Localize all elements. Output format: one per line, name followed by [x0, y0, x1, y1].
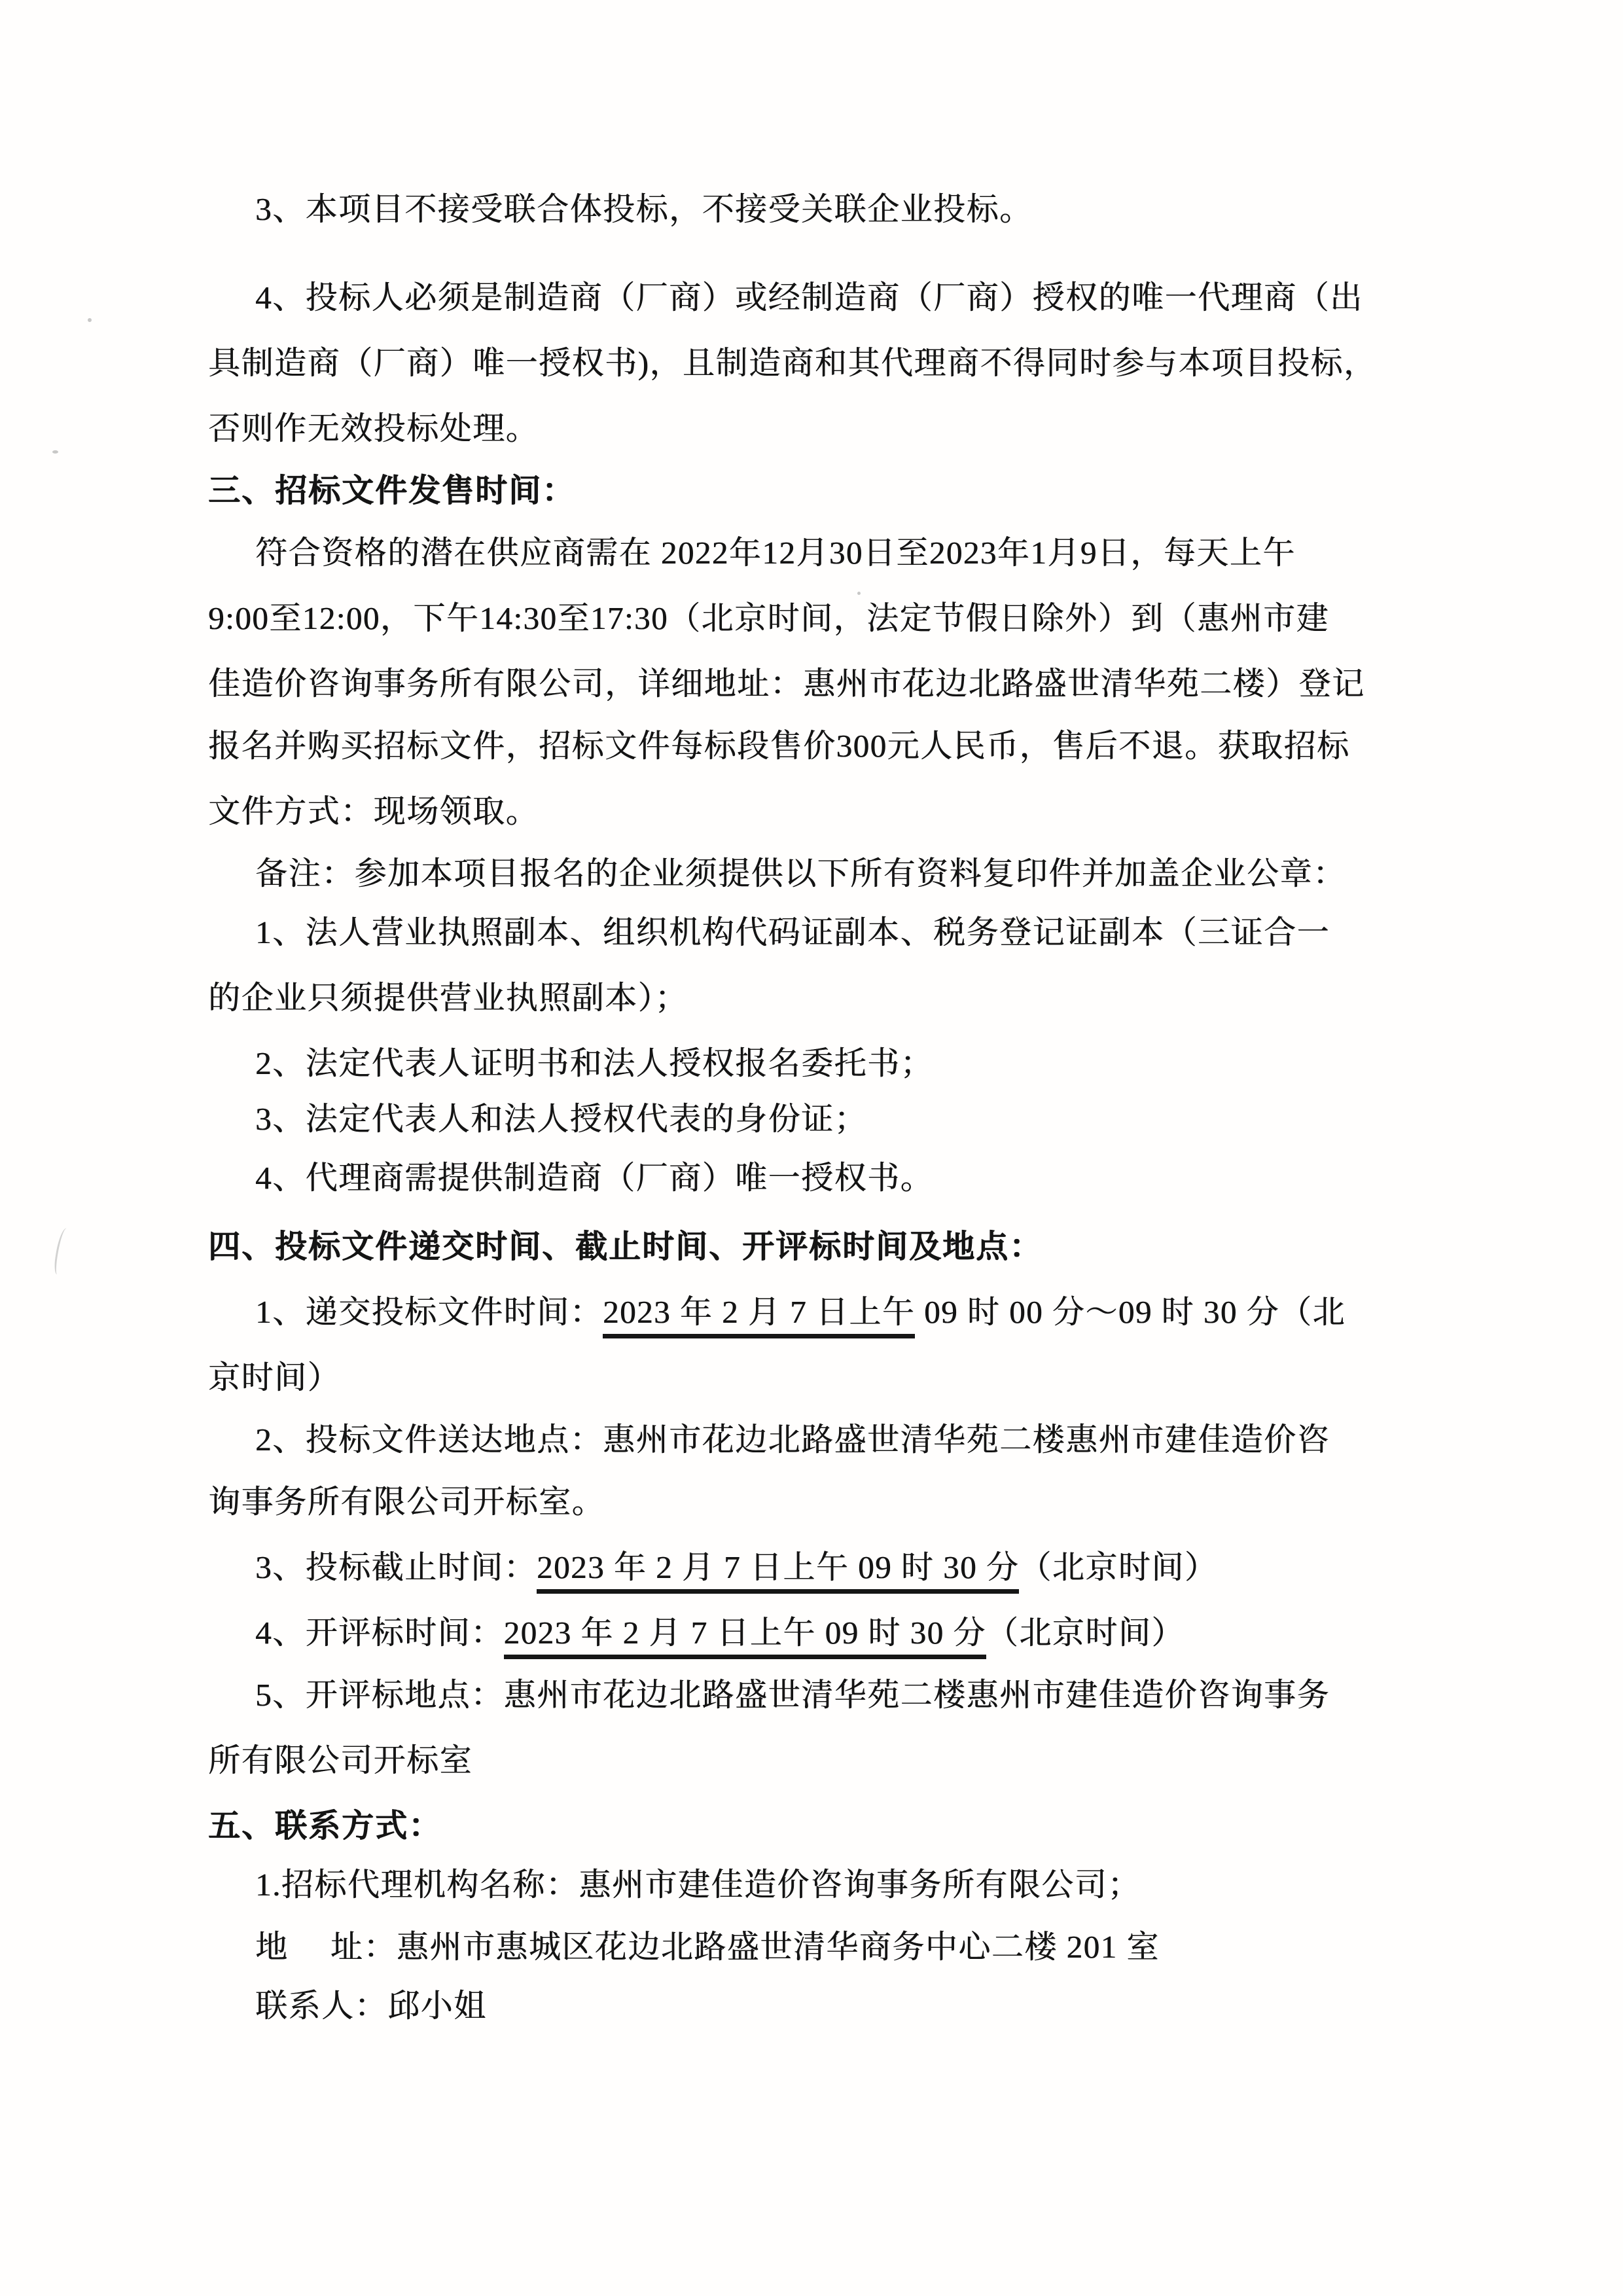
scan-artifact	[88, 318, 92, 322]
line-text: 所有限公司开标室	[208, 1742, 473, 1778]
doc-line-opening-time	[208, 1600, 1185, 1666]
doc-line-no-joint-bid	[208, 177, 1033, 242]
line-text: 询事务所有限公司开标室。	[208, 1484, 605, 1520]
doc-line-deadline	[208, 1535, 1217, 1600]
line-text: 否则作无效投标处理。	[208, 410, 539, 446]
heading-section-5-contact	[208, 1793, 442, 1859]
line-text: 5、开评标地点：惠州市花边北路盛世清华苑二楼惠州市建佳造价咨询事务	[255, 1677, 1330, 1713]
line-text: 符合资格的潜在供应商需在 2022年12月30日至2023年1月9日，每天上午	[255, 535, 1296, 571]
line-text: 4、开评标时间：	[255, 1615, 504, 1651]
doc-line-material-1	[208, 900, 1330, 965]
doc-line-delivery-place	[208, 1407, 1330, 1473]
line-text: 1、法人营业执照副本、组织机构代码证副本、税务登记证副本（三证合一	[255, 914, 1330, 950]
doc-line-sale-period-3	[208, 651, 1365, 717]
line-text: 地 址：惠州市惠城区花边北路盛世清华商务中心二楼 201 室	[255, 1929, 1160, 1965]
heading-section-3-doc-sale-time	[208, 458, 575, 524]
doc-line-submit-time-2	[208, 1345, 340, 1410]
line-text: 备注：参加本项目报名的企业须提供以下所有资料复印件并加盖企业公章：	[255, 855, 1346, 891]
doc-line-bidder-requirement-3	[208, 396, 539, 461]
underlined-datetime: 2023 年 2 月 7 日上午 09 时 30 分	[504, 1615, 986, 1659]
line-text: 4、代理商需提供制造商（厂商）唯一授权书。	[255, 1160, 934, 1196]
doc-line-submit-time	[208, 1280, 1346, 1345]
doc-line-material-3	[208, 1086, 867, 1152]
heading-text: 五、联系方式：	[208, 1808, 442, 1844]
doc-line-sale-period-2	[208, 586, 1329, 651]
doc-line-agency-address	[208, 1914, 1160, 1980]
line-text: 3、本项目不接受联合体投标，不接受关联企业投标。	[255, 191, 1033, 227]
line-text: 的企业只须提供营业执照副本）；	[208, 980, 688, 1016]
doc-line-sale-period-1	[208, 520, 1296, 586]
underlined-datetime: 2023 年 2 月 7 日上午	[603, 1294, 915, 1338]
doc-line-bidder-requirement-2	[208, 331, 1376, 396]
line-text: 2、投标文件送达地点：惠州市花边北路盛世清华苑二楼惠州市建佳造价咨	[255, 1422, 1330, 1458]
line-text: 联系人：邱小姐	[255, 1988, 487, 2024]
line-text: 具制造商（厂商）唯一授权书)，且制造商和其代理商不得同时参与本项目投标，	[208, 345, 1377, 381]
line-text: （北京时间）	[986, 1615, 1185, 1651]
doc-line-remark	[208, 841, 1346, 906]
line-text: 4、投标人必须是制造商（厂商）或经制造商（厂商）授权的唯一代理商（出	[255, 279, 1363, 315]
doc-line-contact-person	[208, 1973, 487, 2039]
line-text: 报名并购买招标文件，招标文件每标段售价300元人民币，售后不退。获取招标	[208, 728, 1350, 764]
doc-line-delivery-place-2	[208, 1469, 605, 1535]
line-text: 1、递交投标文件时间：	[255, 1294, 603, 1330]
scan-artifact	[52, 450, 58, 454]
doc-line-sale-period-4	[208, 713, 1350, 779]
doc-line-material-4	[208, 1145, 933, 1211]
doc-line-sale-period-5	[208, 779, 539, 844]
line-text: 2、法定代表人证明书和法人授权报名委托书；	[255, 1045, 934, 1081]
doc-line-opening-place-2	[208, 1728, 473, 1793]
line-text: 3、法定代表人和法人授权代表的身份证；	[255, 1101, 868, 1137]
line-text: 9:00至12:00，下午14:30至17:30（北京时间，法定节假日除外）到（惠州市建	[208, 600, 1329, 636]
line-text: 1.招标代理机构名称：惠州市建佳造价咨询事务所有限公司；	[255, 1867, 1141, 1903]
line-text: 京时间）	[208, 1359, 341, 1395]
line-text: （北京时间）	[1019, 1549, 1218, 1585]
heading-section-4-submission	[208, 1214, 1043, 1280]
heading-text: 四、投标文件递交时间、截止时间、开评标时间及地点：	[208, 1229, 1043, 1265]
doc-line-agency-name	[208, 1852, 1141, 1918]
doc-line-bidder-requirement	[208, 265, 1363, 331]
line-text: 佳造价咨询事务所有限公司，详细地址：惠州市花边北路盛世清华苑二楼）登记	[208, 666, 1365, 702]
line-text: 09 时 00 分～09 时 30 分（北	[915, 1294, 1346, 1330]
line-text: 文件方式：现场领取。	[208, 793, 539, 829]
doc-line-material-1b	[208, 965, 688, 1031]
scan-artifact	[52, 1227, 71, 1276]
heading-text: 三、招标文件发售时间：	[208, 473, 576, 509]
doc-line-opening-place	[208, 1662, 1330, 1728]
scan-artifact	[857, 592, 861, 595]
line-text: 3、投标截止时间：	[255, 1549, 537, 1585]
underlined-datetime: 2023 年 2 月 7 日上午 09 时 30 分	[537, 1549, 1019, 1594]
